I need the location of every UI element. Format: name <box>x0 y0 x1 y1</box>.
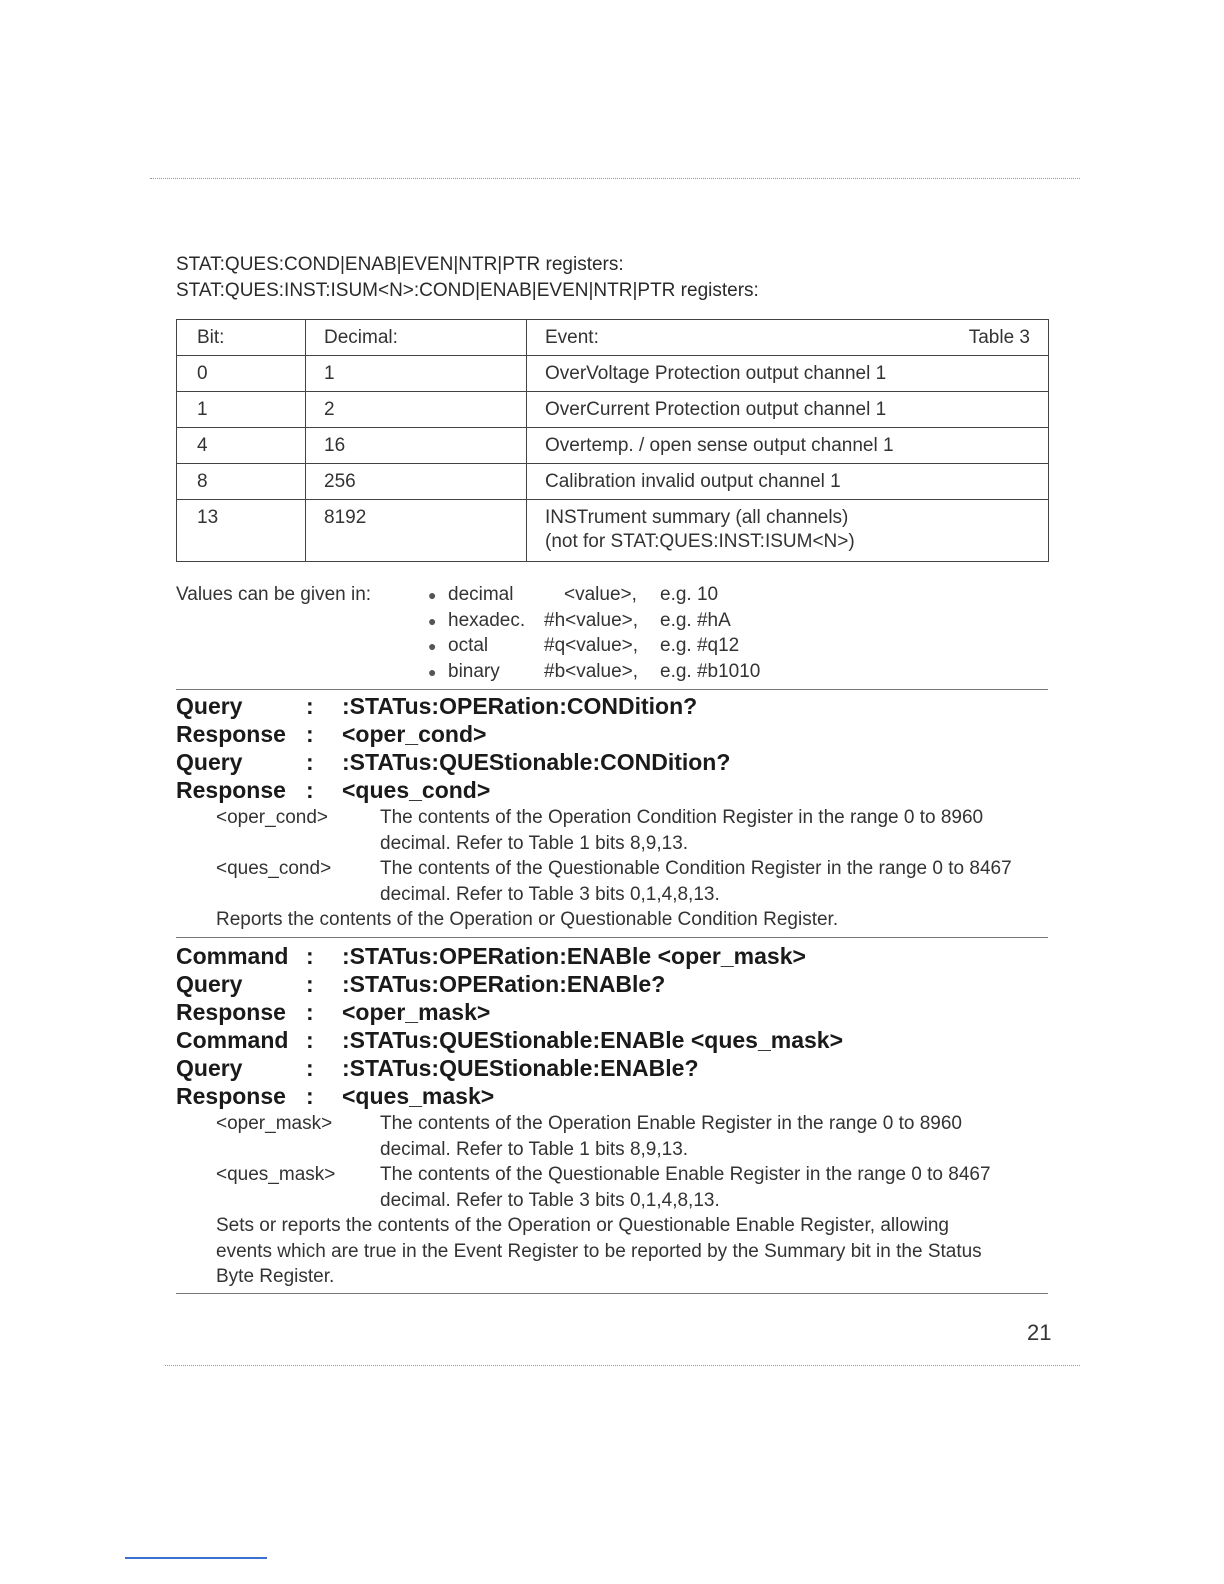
format-name: hexadec. <box>448 609 526 631</box>
bullet-icon: ● <box>428 612 437 629</box>
command-key: Response <box>176 999 286 1025</box>
cell-event: Calibration invalid output channel 1 <box>527 464 1049 500</box>
cell-bit: 0 <box>177 356 306 392</box>
param-name: <ques_mask> <box>216 1164 336 1185</box>
format-syntax: #q<value>, <box>544 635 639 656</box>
command-colon: : <box>306 943 314 969</box>
format-example: e.g. #hA <box>660 609 731 631</box>
bit-table-3 <box>176 319 1049 562</box>
format-example: e.g. #q12 <box>660 635 740 656</box>
param-description-line: decimal. Refer to Table 1 bits 8,9,13. <box>380 1138 689 1160</box>
format-name: binary <box>448 660 500 682</box>
section-summary: Reports the contents of the Operation or Questionable Condition Register. <box>216 909 839 930</box>
format-name: decimal <box>448 584 514 605</box>
bottom-dotted-rule <box>165 1365 1080 1366</box>
command-value: :STATus:QUEStionable:ENABle? <box>342 1055 699 1081</box>
table-row <box>177 464 1049 500</box>
table-row <box>177 500 1049 562</box>
section-summary <box>216 1213 982 1290</box>
param-description <box>380 1162 1060 1213</box>
command-key: Command <box>176 943 289 969</box>
command-value: <ques_mask> <box>342 1083 495 1109</box>
summary-line: Byte Register. <box>216 1266 335 1287</box>
command-colon: : <box>306 971 314 997</box>
header-event-label: Event: <box>545 327 599 348</box>
command-key: Command <box>176 1027 289 1053</box>
top-dotted-rule <box>150 178 1080 179</box>
format-example: e.g. #b1010 <box>660 660 761 682</box>
param-description <box>380 856 1060 907</box>
param-name: <ques_cond> <box>216 858 332 879</box>
section-divider <box>176 1293 1048 1294</box>
format-item <box>428 633 739 660</box>
cell-decimal: 16 <box>306 428 527 464</box>
format-syntax: <value>, <box>564 584 637 605</box>
blue-accent-line <box>125 1557 267 1559</box>
command-value: <oper_cond> <box>342 721 487 747</box>
command-colon: : <box>306 693 314 719</box>
command-line <box>176 748 730 776</box>
command-key: Query <box>176 971 243 997</box>
format-example: e.g. 10 <box>660 584 719 605</box>
command-line <box>176 692 697 720</box>
command-line <box>176 776 490 804</box>
section-divider <box>176 937 1048 938</box>
command-colon: : <box>306 749 314 775</box>
cell-bit: 1 <box>177 392 306 428</box>
header-event <box>527 320 1049 356</box>
registers-heading-1: STAT:QUES:COND|ENAB|EVEN|NTR|PTR registers: <box>176 254 624 275</box>
cell-decimal: 8192 <box>306 500 527 562</box>
values-label: Values can be given in: <box>176 584 372 605</box>
format-syntax: #h<value>, <box>544 609 639 631</box>
command-value: <ques_cond> <box>342 777 491 803</box>
param-description-line: The contents of the Operation Condition Register in the range 0 to 8960 <box>380 807 984 828</box>
format-syntax: #b<value>, <box>544 660 639 682</box>
command-colon: : <box>306 999 314 1025</box>
format-item <box>428 582 718 609</box>
command-line <box>176 942 806 970</box>
command-line <box>176 970 665 998</box>
command-key: Response <box>176 1083 286 1109</box>
command-key: Query <box>176 693 243 719</box>
summary-line: events which are true in the Event Register to be reported by the Summary bit in the Status <box>216 1240 982 1262</box>
bullet-icon: ● <box>428 663 437 680</box>
cell-event: OverVoltage Protection output channel 1 <box>527 356 1049 392</box>
format-name: octal <box>448 635 489 656</box>
table-label: Table 3 <box>968 327 1030 348</box>
command-line <box>176 720 486 748</box>
registers-heading-2: STAT:QUES:INST:ISUM<N>:COND|ENAB|EVEN|NTR|PTR registers: <box>176 280 759 301</box>
param-description-line: decimal. Refer to Table 3 bits 0,1,4,8,13. <box>380 1189 720 1211</box>
cell-event <box>527 500 1049 562</box>
command-value: :STATus:QUEStionable:ENABle <ques_mask> <box>342 1027 844 1053</box>
page-number: 21 <box>1027 1320 1052 1345</box>
header-decimal: Decimal: <box>306 320 527 356</box>
command-value: <oper_mask> <box>342 999 491 1025</box>
command-value: :STATus:QUEStionable:CONDition? <box>342 749 731 775</box>
cell-bit: 13 <box>177 500 306 562</box>
cell-event-line2: (not for STAT:QUES:INST:ISUM<N>) <box>545 531 855 552</box>
cell-decimal: 1 <box>306 356 527 392</box>
table-row <box>177 392 1049 428</box>
command-colon: : <box>306 1027 314 1053</box>
command-colon: : <box>306 721 314 747</box>
command-key: Response <box>176 777 286 803</box>
command-line <box>176 1082 494 1110</box>
table-row <box>177 428 1049 464</box>
cell-event: OverCurrent Protection output channel 1 <box>527 392 1049 428</box>
command-colon: : <box>306 777 314 803</box>
param-description <box>380 805 1060 856</box>
command-line <box>176 1026 843 1054</box>
param-description-line: The contents of the Questionable Enable Register in the range 0 to 8467 <box>380 1164 991 1185</box>
cell-bit: 8 <box>177 464 306 500</box>
command-key: Query <box>176 749 243 775</box>
param-description-line: The contents of the Questionable Condition Register in the range 0 to 8467 <box>380 858 1012 879</box>
format-item <box>428 659 760 686</box>
param-name: <oper_cond> <box>216 807 328 828</box>
command-value: :STATus:OPERation:CONDition? <box>342 693 698 719</box>
cell-bit: 4 <box>177 428 306 464</box>
command-key: Query <box>176 1055 243 1081</box>
section-divider <box>176 689 1048 690</box>
param-description-line: The contents of the Operation Enable Register in the range 0 to 8960 <box>380 1113 962 1134</box>
bullet-icon: ● <box>428 638 437 654</box>
bullet-icon: ● <box>428 587 437 603</box>
param-name: <oper_mask> <box>216 1113 333 1134</box>
param-description <box>380 1111 1060 1162</box>
summary-line: Sets or reports the contents of the Operation or Questionable Enable Register, allowing <box>216 1215 949 1236</box>
cell-decimal: 256 <box>306 464 527 500</box>
command-value: :STATus:OPERation:ENABle? <box>342 971 666 997</box>
command-line <box>176 998 490 1026</box>
command-colon: : <box>306 1055 314 1081</box>
table-row <box>177 356 1049 392</box>
command-colon: : <box>306 1083 314 1109</box>
cell-decimal: 2 <box>306 392 527 428</box>
table-header-row <box>177 320 1049 356</box>
cell-event-line1: INSTrument summary (all channels) <box>545 507 849 528</box>
command-key: Response <box>176 721 286 747</box>
command-line <box>176 1054 699 1082</box>
param-description-line: decimal. Refer to Table 1 bits 8,9,13. <box>380 832 689 854</box>
command-value: :STATus:OPERation:ENABle <oper_mask> <box>342 943 806 969</box>
format-item <box>428 608 731 635</box>
header-bit: Bit: <box>177 320 306 356</box>
param-description-line: decimal. Refer to Table 3 bits 0,1,4,8,13. <box>380 883 720 905</box>
cell-event: Overtemp. / open sense output channel 1 <box>527 428 1049 464</box>
